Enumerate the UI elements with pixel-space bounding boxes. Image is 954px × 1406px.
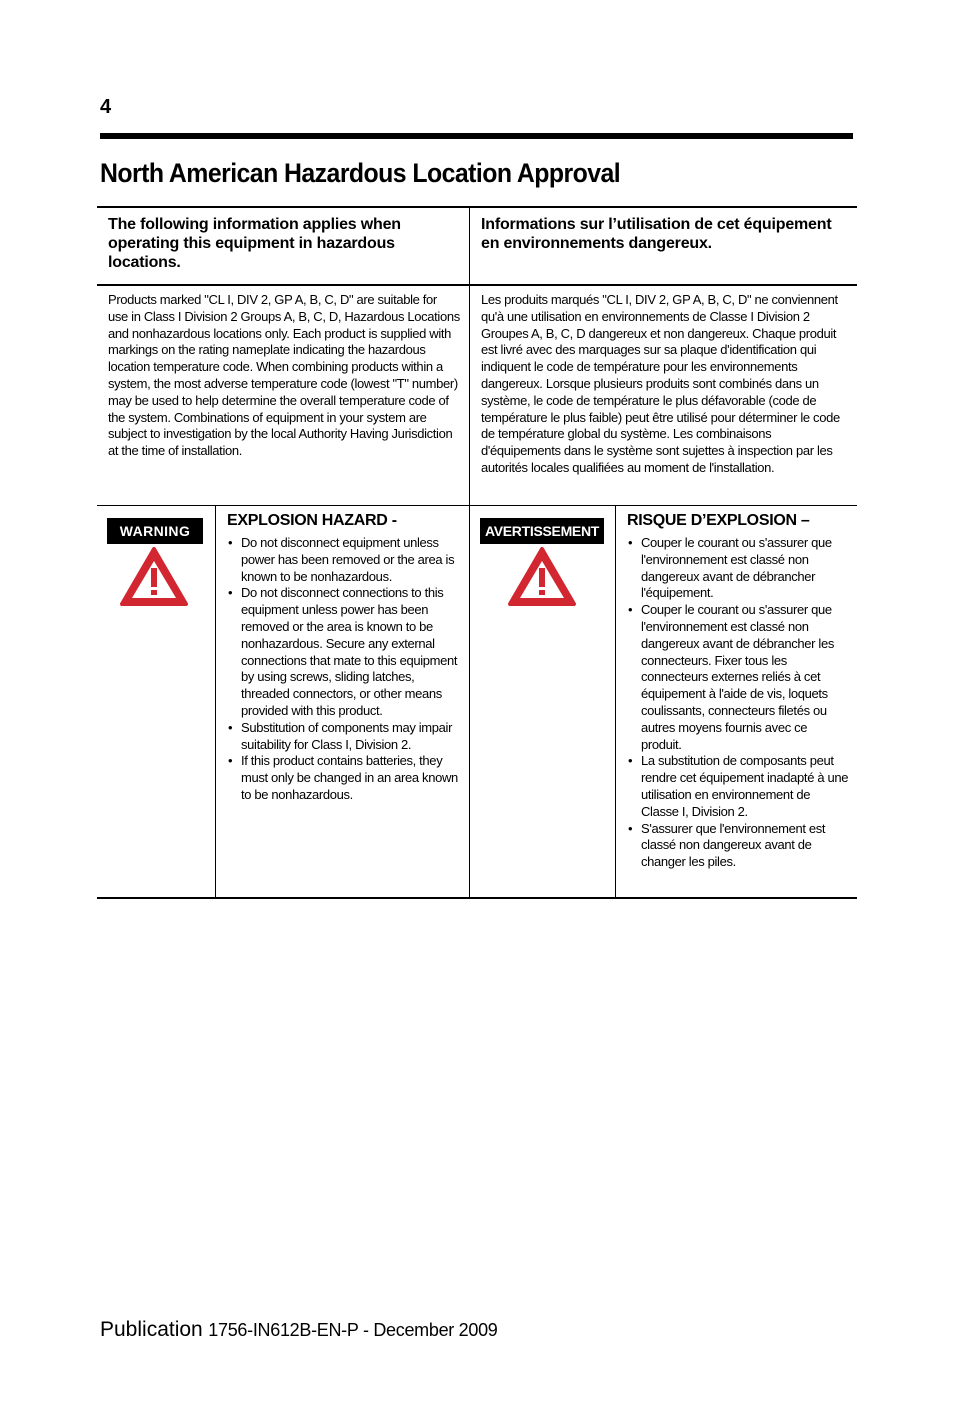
table-top-rule	[97, 206, 857, 208]
page-number: 4	[100, 96, 112, 118]
table-body-rule	[97, 505, 857, 506]
warning-list-english	[228, 535, 458, 804]
publication-footer	[100, 1318, 498, 1342]
header-french: Informations sur l’utilisation de cet équipement en environnements dangereux.	[481, 216, 832, 252]
top-rule	[100, 133, 853, 139]
approval-table	[97, 206, 857, 899]
column-divider	[469, 206, 470, 898]
warning-triangle-icon	[119, 546, 189, 608]
list-item: • Do not disconnect connections to this equipment unless power has been removed or the area is known to be nonhazardous. Secure any external connections that mate to this equipment by using screws, sliding latches, threaded connectors, or other means provided with this product.	[228, 585, 458, 719]
publication-label: Publication	[100, 1318, 203, 1341]
warning-fr-divider	[615, 506, 616, 898]
table-header-rule	[97, 284, 857, 286]
warning-triangle-icon	[507, 546, 577, 608]
list-item: • Do not disconnect equipment unless power has been removed or the area is known to be nonhazardous.	[228, 535, 458, 585]
header-english: The following information applies when operating this equipment in hazardous locations.	[108, 216, 401, 271]
list-item: • If this product contains batteries, they must only be changed in an area known to be nonhazardous.	[228, 753, 458, 803]
body-french: Les produits marqués "CL I, DIV 2, GP A, B, C, D" ne conviennent qu'à une utilisation en environnements de Classe I Division 2 Groupes A, B, C, D dangereux et non dangereux. Chaque produit est livré avec des marquages sur sa plaque d'identification qui indiquent le code de température pour les environnements dangereux. Lorsque plusieurs produits sont combinés dans un système, le code de température le plus défavorable (code de température le plus faible) peut être utilisé pour déterminer le code de température global du système. Les combinaisons d'équipements dans le système sont sujettes à inspection par les autorités locales qualifiées au moment de l'installation.	[481, 292, 840, 475]
warning-badge: WARNING	[107, 518, 203, 544]
list-item: • Couper le courant ou s'assurer que l'environnement est classé non dangereux avant de débrancher les connecteurs. Fixer tous les connecteurs externes reliés à cet équipement à l'aide de vis, loquets coulissants, connecteurs filetés ou autres moyens fournis avec ce produit.	[628, 602, 850, 753]
list-item: • S'assurer que l'environnement est classé non dangereux avant de changer les piles.	[628, 821, 850, 871]
publication-code: 1756-IN612B-EN-P - December 2009	[208, 1320, 498, 1340]
warning-en-divider	[215, 506, 216, 898]
warning-list-french	[628, 535, 850, 871]
warning-title: EXPLOSION HAZARD -	[227, 512, 397, 529]
list-item: • Couper le courant ou s'assurer que l'environnement est classé non dangereux avant de débrancher l'équipement.	[628, 535, 850, 602]
avertissement-badge: AVERTISSEMENT	[480, 518, 604, 544]
avertissement-title: RISQUE D’EXPLOSION –	[627, 512, 810, 529]
body-english: Products marked "CL I, DIV 2, GP A, B, C, D" are suitable for use in Class I Division 2 Groups A, B, C, D, Hazardous Locations and nonhazardous locations only. Each product is supplied with markings on the rating nameplate indicating the hazardous location temperature code. When combining products within a system, the most adverse temperature code (lowest "T" number) may be used to help determine the overall temperature code of the system. Combinations of equipment in your system are subject to investigation by the local Authority Having Jurisdiction at the time of installation.	[108, 292, 460, 459]
page-title: North American Hazardous Location Approval	[100, 158, 621, 188]
list-item: • Substitution of components may impair suitability for Class I, Division 2.	[228, 720, 458, 754]
table-bottom-rule	[97, 897, 857, 899]
list-item: • La substitution de composants peut rendre cet équipement inadapté à une utilisation en environnement de Classe I, Division 2.	[628, 753, 850, 820]
